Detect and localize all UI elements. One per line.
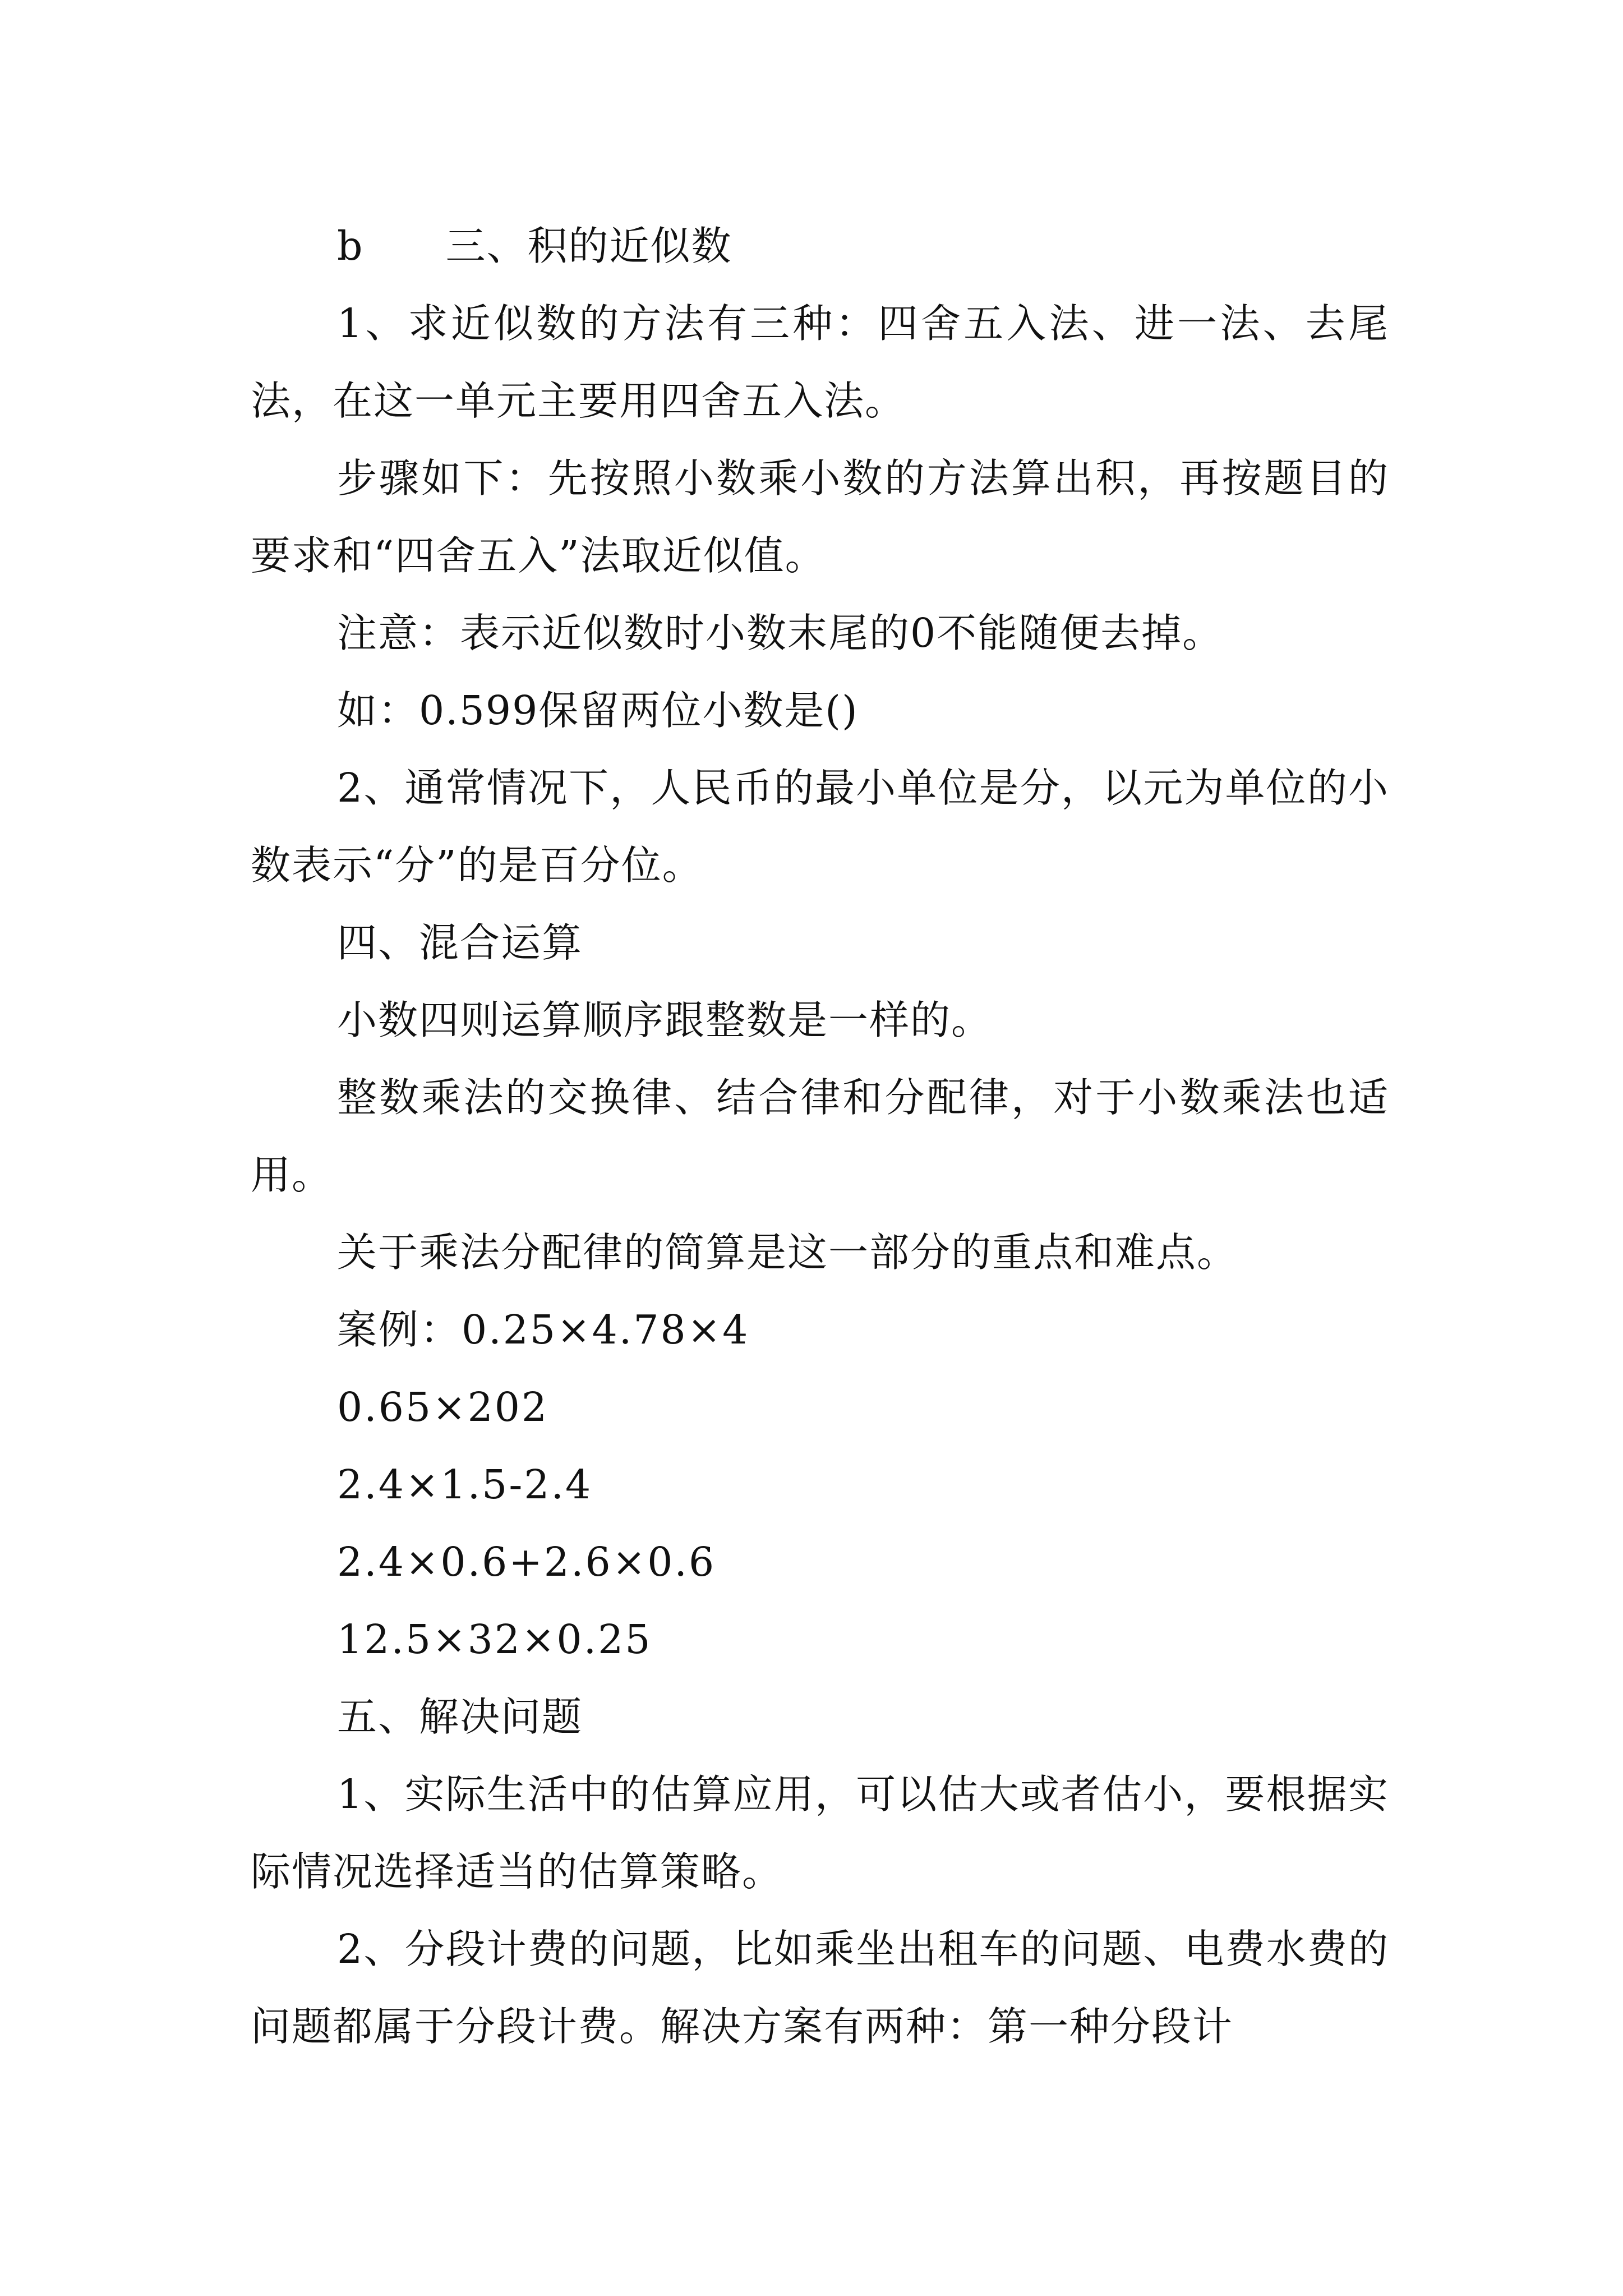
section-heading-approx-product: b 三、积的近似数 xyxy=(337,223,732,269)
section-heading-mixed-operations: 四、混合运算 xyxy=(337,919,583,966)
paragraph-steps: 步骤如下：先按照小数乘小数的方法算出积，再按题目的要求和“四舍五入”法取近似值。 xyxy=(251,455,1389,579)
paragraph-distributive-focus: 关于乘法分配律的简算是这一部分的重点和难点。 xyxy=(337,1229,1238,1276)
paragraph-currency-unit: 2、通常情况下，人民币的最小单位是分，以元为单位的小数表示“分”的是百分位。 xyxy=(251,765,1389,889)
example-line-2: 0.65×202 xyxy=(337,1384,549,1430)
paragraph-laws: 整数乘法的交换律、结合律和分配律，对于小数乘法也适用。 xyxy=(251,1074,1389,1198)
example-line-1: 案例：0.25×4.78×4 xyxy=(337,1306,750,1353)
paragraph-note: 注意：表示近似数时小数末尾的0不能随便去掉。 xyxy=(337,610,1224,656)
document-body xyxy=(251,208,1389,2065)
paragraph-estimation: 1、实际生活中的估算应用，可以估大或者估小，要根据实际情况选择适当的估算策略。 xyxy=(251,1771,1389,1895)
paragraph-tiered-billing: 2、分段计费的问题，比如乘坐出租车的问题、电费水费的问题都属于分段计费。解决方案有两种：第一种分段计 xyxy=(251,1926,1389,2050)
paragraph-example-rounding: 如：0.599保留两位小数是() xyxy=(337,687,859,734)
example-line-3: 2.4×1.5-2.4 xyxy=(337,1461,593,1508)
example-line-5: 12.5×32×0.25 xyxy=(337,1616,652,1663)
section-heading-problem-solving: 五、解决问题 xyxy=(337,1694,583,1740)
example-line-4: 2.4×0.6+2.6×0.6 xyxy=(337,1539,716,1585)
paragraph-operation-order: 小数四则运算顺序跟整数是一样的。 xyxy=(337,997,993,1043)
paragraph-approx-methods: 1、求近似数的方法有三种：四舍五入法、进一法、去尾法，在这一单元主要用四舍五入法。 xyxy=(251,300,1389,424)
